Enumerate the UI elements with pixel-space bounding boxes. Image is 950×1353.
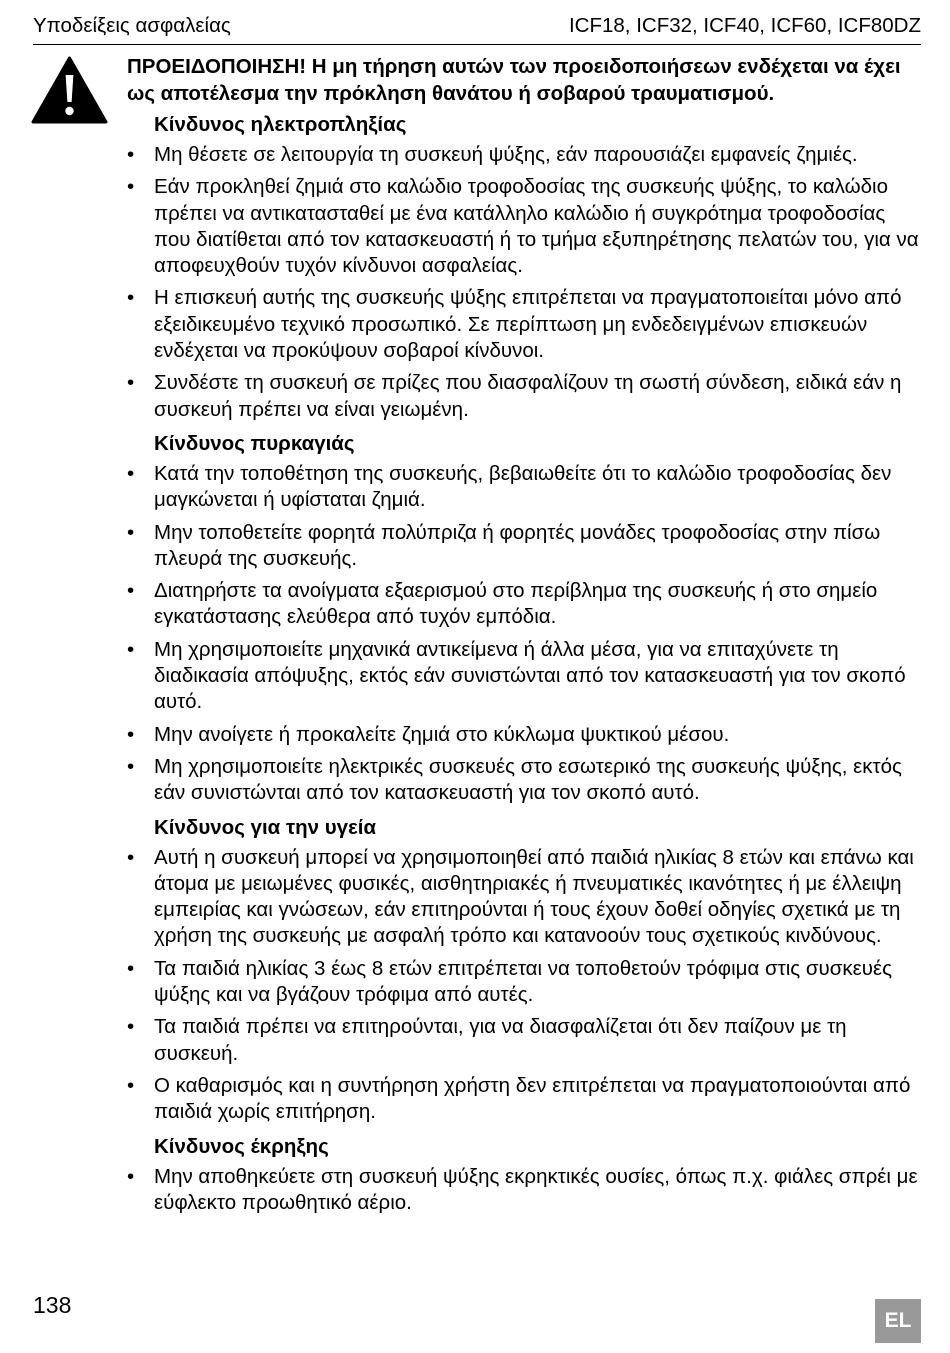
bullet-item [127,1073,923,1126]
safety-instructions [127,110,923,1222]
bullet-point-icon: • [127,845,135,869]
warning-message: ΠΡΟΕΙΔΟΠΟΙΗΣΗ! Η μη τήρηση αυτών των προειδοποιήσεων ενδέχεται να έχει ως αποτέλεσμα την πρόκληση θανάτου ή σοβαρού τραυματισμού. [127,55,901,105]
bullet-item [127,754,923,807]
bullet-point-icon: • [127,286,135,310]
bullet-list [127,1164,923,1217]
bullet-point-icon: • [127,1073,135,1097]
bullet-text: Μην αποθηκεύετε στη συσκευή ψύξης εκρηκτικές ουσίες, όπως π.χ. φιάλες σπρέι με εύφλεκτο προωθητικό αέριο. [154,1164,918,1214]
bullet-item [127,174,923,279]
bullet-point-icon: • [127,722,135,746]
bullet-list [127,461,923,807]
section-heading: Κίνδυνος έκρηξης [154,1134,329,1158]
bullet-point-icon: • [127,754,135,778]
bullet-point-icon: • [127,956,135,980]
bullet-text: Μην τοποθετείτε φορητά πολύπριζα ή φορητές μονάδες τροφοδοσίας στην πίσω πλευρά της συσκευής. [154,520,881,570]
bullet-point-icon: • [127,371,135,395]
bullet-text: Αυτή η συσκευή μπορεί να χρησιμοποιηθεί από παιδιά ηλικίας 8 ετών και επάνω και άτομα με μειωμένες φυσικές, αισθητηριακές ή πνευματικές ικανότητες ή με έλλειψη εμπειρίας και γνώσεων, εάν επιτηρούνται ή τους έχουν δοθεί οδηγίες σχετικά με τη χρήση της συσκευής με ασφαλή τρόπο και κατανοούν τους σχετικούς κινδύνους. [154,845,914,948]
bullet-text: Εάν προκληθεί ζημιά στο καλώδιο τροφοδοσίας της συσκευής ψύξης, το καλώδιο πρέπει να αντικατασταθεί με ένα κατάλληλο καλώδιο ή συγκρότημα τροφοδοσίας που διατίθεται από τον κατασκευαστή ή το τμήμα εξυπηρέτησης πελατών του, για να αποφευχθούν τυχόν κίνδυνοι ασφαλείας. [154,175,919,278]
bullet-text: Μη θέσετε σε λειτουργία τη συσκευή ψύξης, εάν παρουσιάζει εμφανείς ζημιές. [154,143,858,166]
bullet-point-icon: • [127,637,135,661]
section-heading: Κίνδυνος για την υγεία [154,815,377,839]
bullet-point-icon: • [127,579,135,603]
section-heading: Κίνδυνος ηλεκτροπληξίας [154,113,407,136]
bullet-text: Κατά την τοποθέτηση της συσκευής, βεβαιωθείτε ότι το καλώδιο τροφοδοσίας δεν μαγκώνεται ή υφίσταται ζημιά. [154,461,892,512]
bullet-text: Τα παιδιά πρέπει να επιτηρούνται, για να διασφαλίζεται ότι δεν παίζουν με τη συσκευή. [154,1015,847,1065]
bullet-text: Η επισκευή αυτής της συσκευής ψύξης επιτρέπεται να πραγματοποιείται μόνο από εξειδικευμένο τεχνικό προσωπικό. Σε περίπτωση μη ενδεδειγμένων επισκευών ενδέχεται να προκύψουν σοβαροί κίνδυνοι. [154,286,902,363]
bullet-text: Μη χρησιμοποιείτε μηχανικά αντικείμενα ή άλλα μέσα, για να επιταχύνετε τη διαδικασία απόψυξης, εκτός εάν συνιστώνται από τον κατασκευαστή για τον σκοπό αυτό. [154,637,906,714]
bullet-item [127,637,923,716]
bullet-text: Διατηρήστε τα ανοίγματα εξαερισμού στο περίβλημα της συσκευής ή στο σημείο εγκατάστασης ελεύθερα από τυχόν εμπόδια. [154,579,878,629]
warning-triangle-icon [31,56,108,124]
bullet-item [127,578,923,631]
bullet-point-icon: • [127,143,135,166]
bullet-point-icon: • [127,175,135,199]
header-model-list: ICF18, ICF32, ICF40, ICF60, ICF80DZ [568,14,921,37]
bullet-text: Μη χρησιμοποιείτε ηλεκτρικές συσκευές στο εσωτερικό της συσκευής ψύξης, εκτός εάν συνιστώνται από τον κατασκευαστή για τον σκοπό αυτό. [154,754,902,805]
bullet-item [127,1014,923,1067]
section-heading: Κίνδυνος πυρκαγιάς [154,431,355,455]
bullet-text: Τα παιδιά ηλικίας 3 έως 8 ετών επιτρέπεται να τοποθετούν τρόφιμα στις συσκευές ψύξης και να βγάζουν τρόφιμα από αυτές. [154,956,893,1007]
bullet-point-icon: • [127,1164,135,1188]
bullet-item [127,142,923,168]
bullet-item [127,1164,923,1217]
bullet-item [127,956,923,1009]
bullet-text: Συνδέστε τη συσκευή σε πρίζες που διασφαλίζουν τη σωστή σύνδεση, ειδικά εάν η συσκευή πρέπει να είναι γειωμένη. [154,371,902,421]
bullet-list [127,142,923,423]
bullet-item [127,845,923,950]
bullet-point-icon: • [127,520,135,544]
bullet-item [127,370,923,423]
language-badge: EL [875,1299,921,1343]
page-number: 138 [33,1292,72,1318]
bullet-item [127,285,923,364]
bullet-point-icon: • [127,1015,135,1039]
bullet-list [127,845,923,1126]
page-header [33,12,921,45]
header-section-title: Υποδείξεις ασφαλείας [33,14,231,37]
bullet-item [127,461,923,514]
bullet-text: Ο καθαρισμός και η συντήρηση χρήστη δεν επιτρέπεται να πραγματοποιούνται από παιδιά χωρίς επιτήρηση. [154,1073,911,1124]
bullet-item [127,520,923,573]
bullet-point-icon: • [127,461,135,485]
bullet-text: Μην ανοίγετε ή προκαλείτε ζημιά στο κύκλωμα ψυκτικού μέσου. [154,722,730,746]
bullet-item [127,722,923,748]
